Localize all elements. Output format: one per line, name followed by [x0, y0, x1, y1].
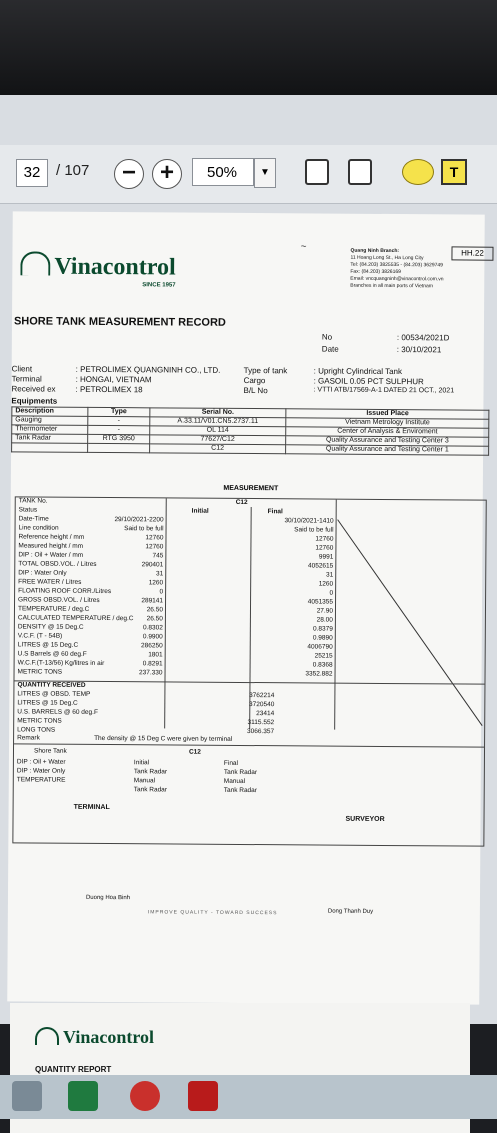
table-cell: RTG 3950 — [88, 434, 149, 443]
branch-address — [350, 248, 485, 291]
tank-type-label: Type of tank — [243, 365, 288, 376]
client-value: : PETROLIMEX QUANGNINH CO., LTD. — [75, 364, 221, 375]
motto: IMPROVE QUALITY - TOWARD SUCCESS — [147, 909, 278, 917]
row-label: LITRES @ 15 Deg.C — [17, 641, 79, 649]
method-label: TEMPERATURE — [16, 776, 66, 784]
final-method: Final — [223, 759, 239, 767]
final-value: 28.00 — [316, 616, 333, 624]
table-cell: Quality Assurance and Testing Center 3 — [286, 436, 489, 446]
zoom-in-icon[interactable]: + — [152, 159, 182, 189]
row-label: Measured height / mm — [18, 542, 84, 550]
no-label: No — [321, 332, 333, 342]
table-cell: Center of Analysis & Enviroment — [286, 427, 489, 437]
shore-tank-label: Shore Tank — [33, 747, 67, 755]
table-cell: A.33.11/V01.CN5.2737.11 — [149, 417, 286, 427]
initial-value: 745 — [152, 552, 164, 560]
row-label: V.C.F. (T - 54B) — [17, 632, 63, 640]
final-value: 0.8368 — [312, 661, 333, 669]
table-cell: OL 114 — [149, 426, 286, 436]
table-cell: C12 — [149, 444, 286, 454]
initial-value: 12760 — [145, 534, 164, 542]
table-header: Description — [12, 407, 89, 417]
terminal-label: Terminal — [11, 374, 42, 384]
table-cell — [88, 443, 149, 452]
initial-value: 1801 — [148, 651, 163, 659]
row-label: Date-Time — [18, 515, 49, 523]
initial-value: 12760 — [145, 543, 164, 551]
brand-name: Vinacontrol — [63, 1027, 155, 1047]
folder-icon[interactable] — [12, 1081, 42, 1111]
final-value: 25215 — [314, 652, 333, 660]
qty-label: METRIC TONS — [17, 717, 62, 725]
brand-name: Vinacontrol — [54, 253, 176, 281]
row-label: TANK No. — [18, 497, 48, 505]
bl-value: : VTTI ATB/17569-A-1 DATED 21 OCT., 2021 — [313, 386, 455, 395]
equipment-table — [11, 406, 489, 455]
initial-value: 290401 — [141, 561, 164, 569]
table-header: Serial No. — [149, 408, 286, 418]
pdf-reader-icon[interactable] — [188, 1081, 218, 1111]
row-label: TEMPERATURE / deg.C — [17, 605, 90, 613]
row-label: Line condition — [18, 524, 59, 532]
initial-value: 0.9900 — [142, 633, 163, 641]
table-cell: - — [88, 425, 149, 434]
method-label: DIP : Water Only — [16, 767, 66, 775]
tank-no-value: C12 — [235, 498, 248, 507]
final-value: 0.8379 — [312, 625, 333, 633]
qty-value: 3720540 — [248, 701, 275, 709]
tank-type-value: : Upright Cylindrical Tank — [313, 366, 403, 377]
branch-line: Email: vncquangninh@vinacontrol.com.vn — [350, 275, 444, 283]
final-value: 4006790 — [307, 643, 333, 651]
highlight-icon[interactable]: T — [441, 159, 467, 185]
page-number-input[interactable]: 32 — [16, 159, 48, 187]
received-value: : PETROLIMEX 18 — [75, 384, 143, 395]
qty-value: 3115.552 — [247, 719, 275, 727]
date-label: Date — [321, 344, 339, 354]
final-value: 30/10/2021-1410 — [284, 517, 334, 525]
initial-value: 26.50 — [146, 615, 163, 623]
pdf-viewer-window — [0, 95, 497, 1074]
initial-method: Tank Radar — [133, 768, 168, 776]
final-value: 31 — [325, 571, 334, 579]
final-value: 27.90 — [316, 607, 334, 615]
zoom-out-icon[interactable]: − — [114, 159, 144, 189]
branch-line: Tel: (84.203) 3825535 - (84.203) 3629749 — [350, 261, 443, 269]
initial-value: Said to be full — [124, 525, 164, 533]
vinacontrol-logo — [35, 1027, 154, 1048]
client-label: Client — [11, 364, 33, 374]
final-method: Tank Radar — [223, 768, 258, 777]
method-label: DIP : Oil + Water — [16, 758, 66, 766]
row-label: Reference height / mm — [18, 533, 85, 541]
initial-method: Tank Radar — [133, 786, 168, 794]
handwritten-signature: ~ — [300, 241, 307, 253]
row-label: W.C.F.(T-13/56) Kg/litres in air — [17, 659, 105, 668]
chevron-down-icon[interactable]: ▼ — [254, 158, 276, 188]
initial-value: 0 — [159, 588, 164, 596]
row-label: FREE WATER / Litres — [18, 578, 82, 586]
table-cell: Tank Radar — [12, 434, 89, 444]
table-header: Type — [88, 407, 149, 416]
surveyor-signature-label: SURVEYOR — [345, 815, 385, 823]
table-cell: Thermometer — [12, 425, 89, 435]
pdf-toolbar — [0, 145, 497, 204]
since-label: SINCE 1957 — [142, 282, 176, 289]
equipments-label: Equipments — [11, 396, 58, 406]
final-method: Manual — [223, 777, 246, 785]
table-header: Issued Place — [286, 409, 489, 419]
final-value: 4051355 — [307, 598, 334, 606]
fit-width-icon[interactable] — [348, 159, 372, 185]
initial-value: 237.330 — [139, 669, 163, 677]
table-cell: Vietnam Metrology Institute — [286, 418, 489, 428]
logo-mark-icon — [35, 1027, 59, 1045]
final-value: 4052615 — [307, 562, 334, 570]
qty-value: 3066.357 — [246, 728, 275, 736]
received-label: Received ex — [11, 384, 56, 394]
measurement-header: MEASUREMENT — [223, 484, 279, 493]
terminal-signature-label: TERMINAL — [73, 803, 110, 812]
row-label: U.S Barrels @ 60 deg.F — [17, 650, 87, 658]
date-value: : 30/10/2021 — [396, 345, 442, 355]
qty-label: LITRES @ OBSD. TEMP — [17, 690, 91, 698]
row-label: GROSS OBSD.VOL. / Litres — [18, 596, 100, 604]
qty-label: LITRES @ 15 Deg.C — [17, 699, 78, 707]
monitor-bezel — [0, 0, 497, 95]
branch-line: Quang Ninh Branch: — [350, 247, 400, 255]
chrome-icon[interactable] — [130, 1081, 160, 1111]
qty-label: U.S. BARRELS @ 60 deg.F — [17, 708, 98, 716]
final-value: 9991 — [318, 553, 334, 561]
final-method: Tank Radar — [223, 786, 258, 795]
shore-tank-value: C12 — [188, 748, 201, 756]
row-label: CALCULATED TEMPERATURE / deg.C — [17, 614, 134, 623]
bl-label: B/L No — [243, 385, 268, 396]
table-cell: - — [88, 416, 149, 425]
initial-value: 26.50 — [146, 606, 164, 614]
initial-method: Initial — [133, 759, 150, 767]
logo-mark-icon — [20, 251, 50, 275]
next-page-title: QUANTITY REPORT — [35, 1065, 112, 1074]
cargo-value: : GASOIL 0.05 PCT SULPHUR — [313, 376, 424, 387]
row-label: DIP : Water Only — [18, 569, 67, 577]
final-value: 1260 — [318, 580, 334, 588]
initial-value: 0.8291 — [142, 660, 163, 668]
row-label: FLOATING ROOF CORR./Litres — [18, 587, 112, 596]
initial-value: 1260 — [148, 579, 164, 587]
measurement-table — [12, 484, 486, 846]
qty-label: LONG TONS — [17, 726, 56, 734]
qty-value: 3762214 — [249, 692, 275, 700]
page-title: SHORE TANK MEASUREMENT RECORD — [13, 315, 226, 329]
initial-value: 29/10/2021-2200 — [114, 516, 164, 524]
qty-received-label: QUANTITY RECEIVED — [17, 681, 86, 689]
final-value: 3352.882 — [305, 670, 333, 678]
comment-icon[interactable] — [402, 159, 434, 185]
final-value: Said to be full — [294, 526, 334, 534]
page-total: / 107 — [56, 162, 90, 179]
branch-line: Branches in all main ports of Vietnam — [350, 282, 434, 290]
row-label: METRIC TONS — [17, 668, 63, 676]
surveyor-name: Dong Thanh Duy — [327, 908, 374, 915]
row-label: DIP : Oil + Water / mm — [18, 551, 84, 559]
row-label: TOTAL OBSD.VOL. / Litres — [18, 560, 97, 568]
cargo-label: Cargo — [243, 375, 266, 386]
qty-value: 23414 — [256, 710, 275, 718]
zoom-level-select[interactable]: 50% — [192, 158, 254, 186]
initial-value: 31 — [155, 570, 164, 578]
final-value: 0 — [329, 589, 334, 597]
remark-text: The density @ 15 Deg C were given by terminal — [94, 734, 233, 743]
branch-line: 11 Hoang Long St., Ha Long City — [350, 254, 424, 262]
no-value: : 00534/2021D — [396, 333, 450, 343]
doc-code: HH.22 — [451, 246, 493, 260]
excel-icon[interactable] — [68, 1081, 98, 1111]
initial-method: Manual — [133, 777, 156, 785]
final-value: 12760 — [315, 535, 334, 543]
column-divider — [164, 498, 167, 728]
final-value: 0.9890 — [312, 634, 333, 642]
row-label: DENSITY @ 15 Deg.C — [17, 623, 84, 631]
terminal-value: : HONGAI, VIETNAM — [75, 374, 152, 385]
cross-out-line — [333, 500, 485, 846]
final-header: Final — [267, 508, 283, 516]
remark-label: Remark — [17, 734, 40, 742]
terminal-name: Duong Hoa Binh — [85, 894, 131, 902]
initial-value: 0.8302 — [142, 624, 163, 632]
table-cell — [12, 443, 89, 453]
final-value: 12760 — [315, 544, 334, 552]
fit-page-icon[interactable] — [305, 159, 329, 185]
table-cell: Gauging — [12, 416, 89, 426]
document-page — [7, 211, 485, 1004]
initial-value: 289141 — [141, 597, 164, 605]
taskbar — [0, 1075, 497, 1119]
branch-line: Fax: (84.203) 3826169 — [350, 268, 401, 276]
table-cell: Quality Assurance and Testing Center 1 — [286, 445, 489, 455]
initial-header: Initial — [191, 507, 209, 515]
table-cell: 77627/C12 — [149, 435, 286, 445]
row-label: Status — [18, 506, 38, 514]
vinacontrol-logo — [20, 251, 176, 281]
initial-value: 286250 — [141, 642, 163, 650]
